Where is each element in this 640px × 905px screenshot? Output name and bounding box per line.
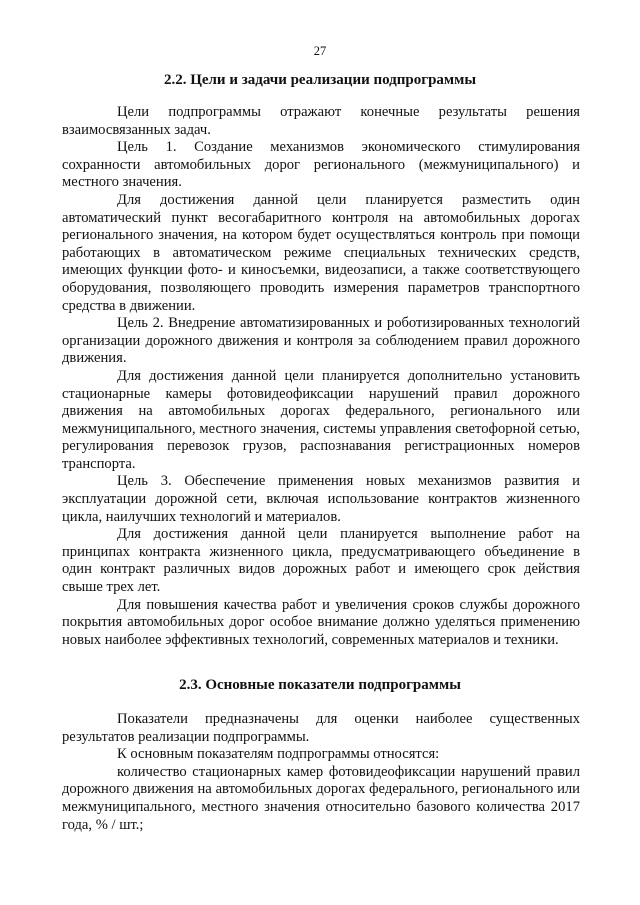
paragraph: К основным показателям подпрограммы относятся: xyxy=(117,746,440,763)
paragraph: количество стационарных камер фотовидеофиксации нарушений правил дорожного движения на автомобильных дорогах федерального, регионального или межмуниципального, местного значения относительно базового количества 2017 года, % / шт.; xyxy=(62,763,580,833)
paragraph: Цели подпрограммы отражают конечные результаты решения взаимосвязанных задач. xyxy=(62,104,580,138)
paragraph: Для достижения данной цели планируется дополнительно установить стационарные камеры фотовидеофиксации нарушений правил дорожного движения на автомобильных дорогах федерального, регионального или межмуниципального, местного значения, системы управления светофорной сетью, регулирования перевозок грузов, распознавания регистрационных номеров транспорта. xyxy=(62,367,580,472)
page-number: 27 xyxy=(313,44,327,58)
paragraph: Цель 3. Обеспечение применения новых механизмов развития и эксплуатации дорожной сети, включая использование контрактов жизненного цикла, наилучших технологий и материалов. xyxy=(62,473,580,525)
paragraph: Для достижения данной цели планируется разместить один автоматический пункт весогабаритного контроля на автомобильных дорогах регионального значения, на котором будет осуществляться контроль при помощи работающих в автоматическом режиме специальных технических средств, имеющих функции фото- и киносъемки, видеозаписи, а также соответствующего оборудования, позволяющего проводить измерения параметров транспортного средства в движении. xyxy=(62,191,580,314)
paragraph: Цель 2. Внедрение автоматизированных и роботизированных технологий организации дорожного движения и контроля за соблюдением правил дорожного движения. xyxy=(62,315,580,367)
section-heading-2-3: 2.3. Основные показатели подпрограммы xyxy=(179,677,461,693)
section-2-2-body xyxy=(62,104,580,649)
section-2-3-body xyxy=(62,711,580,834)
paragraph: Для повышения качества работ и увеличения сроков службы дорожного покрытия автомобильных дорог особое внимание должно уделяться применению новых наиболее эффективных технологий, современных материалов и техники. xyxy=(62,596,580,648)
section-heading-2-2: 2.2. Цели и задачи реализации подпрограммы xyxy=(163,72,477,88)
paragraph: Показатели предназначены для оценки наиболее существенных результатов реализации подпрограммы. xyxy=(62,711,580,745)
paragraph: Цель 1. Создание механизмов экономического стимулирования сохранности автомобильных дорог регионального (межмуниципального) и местного значения. xyxy=(62,139,580,191)
paragraph: Для достижения данной цели планируется выполнение работ на принципах контракта жизненного цикла, предусматривающего объединение в один контракт различных видов дорожных работ и имеющего срок действия свыше трех лет. xyxy=(62,526,580,596)
